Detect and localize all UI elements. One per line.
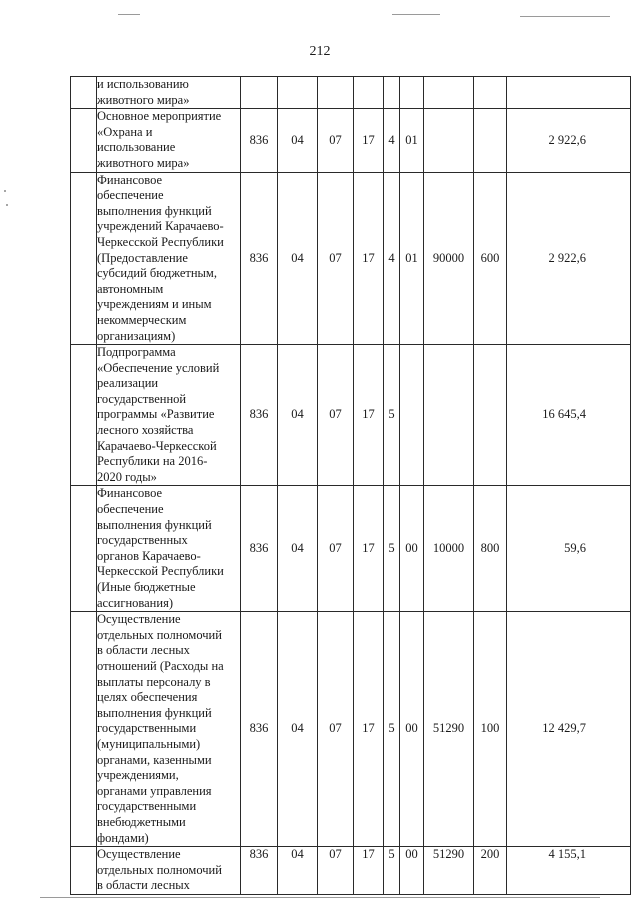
subsection-cell: 07 xyxy=(318,847,354,895)
row-number-cell xyxy=(71,172,97,345)
amount-cell: 59,6 xyxy=(507,486,631,612)
table-row xyxy=(71,847,631,895)
direction-cell: 00 xyxy=(400,486,424,612)
description-line: животного мира» xyxy=(97,92,190,107)
admin-code-cell: 836 xyxy=(241,109,278,172)
description-cell xyxy=(97,109,241,172)
subprogram-cell: 4 xyxy=(384,172,400,345)
table-row xyxy=(71,612,631,847)
subsection-cell: 07 xyxy=(318,172,354,345)
admin-code-cell xyxy=(241,77,278,109)
description-line: 2020 годы» xyxy=(97,469,157,484)
description-line: Карачаево-Черкесской xyxy=(97,438,217,453)
program-cell: 17 xyxy=(354,486,384,612)
description-line: реализации xyxy=(97,376,159,391)
admin-code-cell: 836 xyxy=(241,345,278,486)
row-number-cell xyxy=(71,345,97,486)
description-line: Черкесской Республики xyxy=(97,564,224,579)
description-line: организациям) xyxy=(97,328,176,343)
description-line: фондами) xyxy=(97,830,149,845)
subprogram-cell xyxy=(384,77,400,109)
expense-type-cell: 200 xyxy=(474,847,507,895)
scan-artifact xyxy=(4,190,6,192)
description-cell xyxy=(97,847,241,895)
program-cell: 17 xyxy=(354,612,384,847)
description-line: отдельных полномочий xyxy=(97,862,222,877)
section-cell: 04 xyxy=(278,486,318,612)
direction-cell xyxy=(400,345,424,486)
direction-cell: 00 xyxy=(400,612,424,847)
admin-code-cell: 836 xyxy=(241,612,278,847)
expense-code-cell: 10000 xyxy=(424,486,474,612)
table-row xyxy=(71,345,631,486)
description-line: органами управления xyxy=(97,783,212,798)
program-cell: 17 xyxy=(354,172,384,345)
admin-code-cell: 836 xyxy=(241,486,278,612)
table-row xyxy=(71,172,631,345)
row-number-cell xyxy=(71,612,97,847)
description-cell xyxy=(97,172,241,345)
description-line: государственной xyxy=(97,391,187,406)
description-line: целях обеспечения xyxy=(97,690,198,705)
description-line: Подпрограмма xyxy=(97,345,176,360)
description-line: автономным xyxy=(97,281,164,296)
description-line: учреждениями, xyxy=(97,768,179,783)
expense-code-cell: 51290 xyxy=(424,612,474,847)
expense-type-cell xyxy=(474,77,507,109)
description-line: в области лесных xyxy=(97,643,190,658)
description-line: выполнения функций xyxy=(97,517,212,532)
subsection-cell: 07 xyxy=(318,345,354,486)
description-line: «Охрана и xyxy=(97,124,153,139)
amount-cell: 12 429,7 xyxy=(507,612,631,847)
section-cell: 04 xyxy=(278,172,318,345)
subsection-cell xyxy=(318,77,354,109)
description-line: использование xyxy=(97,140,176,155)
expense-type-cell: 600 xyxy=(474,172,507,345)
scan-artifact xyxy=(392,14,440,15)
direction-cell xyxy=(400,77,424,109)
description-line: органов Карачаево- xyxy=(97,548,201,563)
description-line: в области лесных xyxy=(97,878,190,893)
program-cell: 17 xyxy=(354,847,384,895)
description-line: (муниципальными) xyxy=(97,736,201,751)
expense-type-cell xyxy=(474,109,507,172)
scan-artifact xyxy=(40,897,600,898)
amount-cell: 2 922,6 xyxy=(507,172,631,345)
budget-table xyxy=(70,76,631,895)
scan-artifact xyxy=(520,16,610,17)
admin-code-cell: 836 xyxy=(241,172,278,345)
table-body xyxy=(71,77,631,895)
description-line: обеспечение xyxy=(97,502,164,517)
expense-code-cell xyxy=(424,109,474,172)
description-line: государственными xyxy=(97,799,197,814)
description-line: Финансовое xyxy=(97,486,163,501)
section-cell: 04 xyxy=(278,847,318,895)
section-cell: 04 xyxy=(278,612,318,847)
expense-code-cell xyxy=(424,77,474,109)
description-cell xyxy=(97,345,241,486)
description-line: государственными xyxy=(97,721,197,736)
description-line: Основное мероприятие xyxy=(97,109,222,124)
amount-cell xyxy=(507,77,631,109)
subprogram-cell: 4 xyxy=(384,109,400,172)
expense-type-cell: 100 xyxy=(474,612,507,847)
description-line: «Обеспечение условий xyxy=(97,360,220,375)
page-number: 212 xyxy=(309,44,331,59)
subprogram-cell: 5 xyxy=(384,486,400,612)
row-number-cell xyxy=(71,847,97,895)
section-cell: 04 xyxy=(278,109,318,172)
row-number-cell xyxy=(71,77,97,109)
admin-code-cell: 836 xyxy=(241,847,278,895)
description-line: государственных xyxy=(97,533,188,548)
description-line: Осуществление xyxy=(97,847,181,862)
description-line: некоммерческим xyxy=(97,312,187,327)
section-cell xyxy=(278,77,318,109)
expense-type-cell xyxy=(474,345,507,486)
amount-cell: 16 645,4 xyxy=(507,345,631,486)
expense-code-cell: 90000 xyxy=(424,172,474,345)
amount-cell: 2 922,6 xyxy=(507,109,631,172)
table-row xyxy=(71,77,631,109)
description-line: (Предоставление xyxy=(97,250,188,265)
description-line: и использованию xyxy=(97,77,189,91)
description-line: обеспечение xyxy=(97,188,164,203)
table-row xyxy=(71,486,631,612)
direction-cell: 01 xyxy=(400,109,424,172)
program-cell xyxy=(354,77,384,109)
description-line: животного мира» xyxy=(97,155,190,170)
direction-cell: 01 xyxy=(400,172,424,345)
row-number-cell xyxy=(71,486,97,612)
description-line: выполнения функций xyxy=(97,705,212,720)
scan-artifact xyxy=(118,14,140,15)
description-cell xyxy=(97,612,241,847)
table-row xyxy=(71,109,631,172)
description-line: лесного хозяйства xyxy=(97,423,194,438)
description-line: субсидий бюджетным, xyxy=(97,266,217,281)
program-cell: 17 xyxy=(354,345,384,486)
description-line: Республики на 2016- xyxy=(97,454,208,469)
description-line: отношений (Расходы на xyxy=(97,658,224,673)
scan-artifact xyxy=(6,204,8,206)
description-line: выполнения функций xyxy=(97,203,212,218)
row-number-cell xyxy=(71,109,97,172)
subsection-cell: 07 xyxy=(318,486,354,612)
expense-type-cell: 800 xyxy=(474,486,507,612)
subprogram-cell: 5 xyxy=(384,345,400,486)
description-cell xyxy=(97,486,241,612)
subsection-cell: 07 xyxy=(318,109,354,172)
section-cell: 04 xyxy=(278,345,318,486)
expense-code-cell: 51290 xyxy=(424,847,474,895)
description-line: Осуществление xyxy=(97,612,181,627)
description-line: Финансовое xyxy=(97,172,163,187)
program-cell: 17 xyxy=(354,109,384,172)
description-line: внебюджетными xyxy=(97,814,186,829)
expense-code-cell xyxy=(424,345,474,486)
subprogram-cell: 5 xyxy=(384,847,400,895)
description-line: Черкесской Республики xyxy=(97,234,224,249)
description-line: отдельных полномочий xyxy=(97,627,222,642)
description-line: ассигнования) xyxy=(97,595,173,610)
description-line: выплаты персоналу в xyxy=(97,674,211,689)
description-line: учреждениям и иным xyxy=(97,297,212,312)
description-line: учреждений Карачаево- xyxy=(97,219,224,234)
description-line: органами, казенными xyxy=(97,752,212,767)
description-line: (Иные бюджетные xyxy=(97,580,196,594)
subprogram-cell: 5 xyxy=(384,612,400,847)
amount-cell: 4 155,1 xyxy=(507,847,631,895)
description-line: программы «Развитие xyxy=(97,407,215,422)
description-cell xyxy=(97,77,241,109)
direction-cell: 00 xyxy=(400,847,424,895)
subsection-cell: 07 xyxy=(318,612,354,847)
